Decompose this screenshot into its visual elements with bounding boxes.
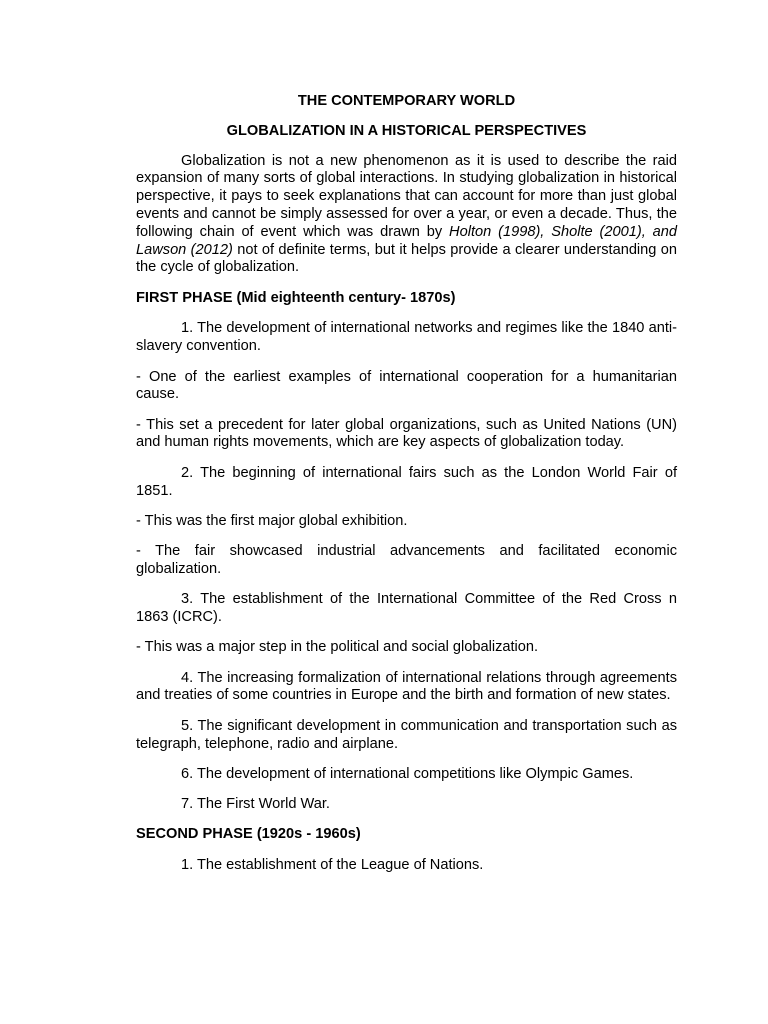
first-phase-heading: FIRST PHASE (Mid eighteenth century- 1870s) <box>136 289 456 306</box>
first-phase-item-7: 7. The First World War. <box>181 796 330 813</box>
document-title: THE CONTEMPORARY WORLD <box>297 93 516 109</box>
intro-citation: Holton (1998), Sholte (2001), and Lawson (2012) <box>136 223 677 258</box>
first-phase-item-4: 4. The increasing formalization of international relations through agreements and treaties of some countries in Europe and the birth and formation of new states. <box>136 669 677 704</box>
first-phase-item-5: 5. The significant development in communication and transportation such as telegraph, telephone, radio and airplane. <box>136 717 677 752</box>
intro-text-part2: not of definite terms, but it helps provide a clearer understanding on the cycle of globalization. <box>136 241 678 276</box>
first-phase-item-1-note-2: - This set a precedent for later global organizations, such as United Nations (UN) and human rights movements, which are key aspects of globalization today. <box>136 416 677 451</box>
intro-paragraph <box>136 153 677 278</box>
first-phase-item-1: 1. The development of international networks and regimes like the 1840 anti-slavery convention. <box>136 320 677 355</box>
first-phase-item-2: 2. The beginning of international fairs such as the London World Fair of 1851. <box>136 464 677 499</box>
first-phase-item-1-note-1: - One of the earliest examples of international cooperation for a humanitarian cause. <box>136 368 677 403</box>
first-phase-item-2-note-1: - This was the first major global exhibition. <box>136 512 408 529</box>
document-subtitle: GLOBALIZATION IN A HISTORICAL PERSPECTIVES <box>226 122 587 139</box>
first-phase-item-2-note-2: - The fair showcased industrial advancements and facilitated economic globalization. <box>136 543 677 577</box>
document-page <box>136 93 677 888</box>
first-phase-item-3: 3. The establishment of the International Committee of the Red Cross n 1863 (ICRC). <box>136 591 677 626</box>
second-phase-heading: SECOND PHASE (1920s - 1960s) <box>136 826 361 843</box>
first-phase-item-3-note-1: - This was a major step in the political and social globalization. <box>136 639 539 656</box>
intro-text-part1: Globalization is not a new phenomenon as it is used to describe the raid expansion of many sorts of global interactions. In studying globalization in historical perspective, it pays to seek explanations that can account for more than just global events and cannot be simply assessed for over a year, or even a decade. Thus, the following chain of event which was drawn by <box>136 152 677 240</box>
second-phase-item-1: 1. The establishment of the League of Nations. <box>181 857 484 874</box>
first-phase-item-6: 6. The development of international competitions like Olympic Games. <box>181 765 634 782</box>
